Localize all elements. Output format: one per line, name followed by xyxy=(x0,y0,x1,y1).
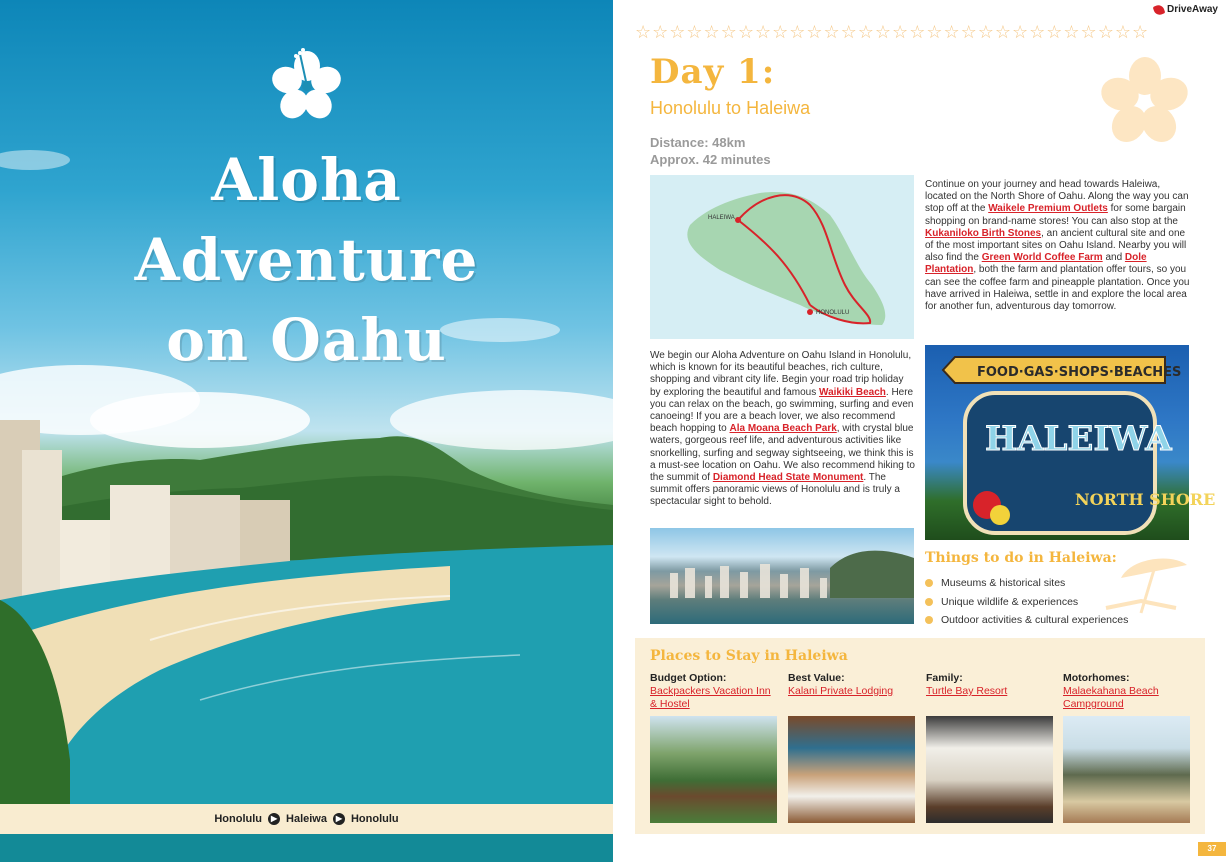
link-green-world-coffee[interactable]: Green World Coffee Farm xyxy=(981,252,1103,264)
brand-logo xyxy=(1154,4,1218,15)
paragraph-text: and xyxy=(1102,252,1125,264)
hibiscus-flower-icon xyxy=(270,48,344,122)
things-to-do-title: Things to do in Haleiwa: xyxy=(925,550,1117,566)
page-number: 37 xyxy=(1198,842,1226,856)
place-category: Family: xyxy=(926,672,963,684)
place-link[interactable]: Malaekahana Beach Campground xyxy=(1063,685,1159,710)
paragraph-text: . The summit offers panoramic views of Honolulu and is truly a spectacular sight to behold. xyxy=(650,472,900,508)
place-motorhomes xyxy=(1063,672,1191,711)
honolulu-paragraph xyxy=(650,350,916,509)
link-ala-moana[interactable]: Ala Moana Beach Park xyxy=(729,423,837,435)
place-budget xyxy=(650,672,778,711)
itinerary-page xyxy=(613,0,1226,862)
link-waikele-outlets[interactable]: Waikele Premium Outlets xyxy=(988,203,1108,215)
trip-stats xyxy=(650,134,771,168)
bullet-icon xyxy=(925,598,933,606)
place-link[interactable]: Turtle Bay Resort xyxy=(926,685,1008,697)
hostel-photo xyxy=(650,716,777,823)
cover-title xyxy=(0,140,613,380)
sign-north-shore-text: NORTH SHORE xyxy=(1075,490,1216,509)
paragraph-text: . Here you can relax on the beach, go swimming, surfing and even canoeing! If you are a beach lover, we also recommend beach hopping to xyxy=(650,386,914,435)
place-best-value xyxy=(788,672,916,698)
cover-title-line: Aloha xyxy=(211,146,402,214)
honolulu-skyline-photo xyxy=(650,528,914,624)
day-subtitle: Honolulu to Haleiwa xyxy=(650,98,811,118)
map-label-haleiwa: HALEIWA xyxy=(708,215,735,221)
sign-haleiwa-text: HALEIWA xyxy=(985,419,1172,459)
paragraph-text: , both the farm and plantation offer tours, so you can see the coffee farm and pineapple plantation. Once you have arrived in Haleiwa, settle in and explore the local area for another fun, adventurous day tomorrow. xyxy=(925,264,1190,313)
driveaway-logo-icon xyxy=(1153,3,1166,16)
bullet-icon xyxy=(925,579,933,587)
place-category: Motorhomes: xyxy=(1063,672,1130,684)
ocean-strip xyxy=(0,834,613,862)
brand-name: DriveAway xyxy=(1167,4,1218,15)
link-kukaniloko[interactable]: Kukaniloko Birth Stones xyxy=(925,227,1042,239)
paragraph-text: Continue on your journey and head towards Haleiwa, located on the North Shore of Oahu. Along the way you can stop off at the xyxy=(925,179,1189,215)
sign-directions-text: FOOD·GAS·SHOPS·BEACHES xyxy=(977,365,1182,380)
link-waikiki-beach[interactable]: Waikiki Beach xyxy=(819,386,886,398)
map-label-honolulu: HONOLULU xyxy=(816,310,850,316)
place-category: Best Value: xyxy=(788,672,845,684)
cover-title-line: on Oahu xyxy=(166,306,447,374)
route-breadcrumb xyxy=(0,804,613,834)
bullet-icon xyxy=(925,616,933,624)
haleiwa-sign-photo xyxy=(925,345,1216,540)
route-stop: Honolulu xyxy=(214,813,263,825)
list-item-text: Outdoor activities & cultural experiences xyxy=(941,614,1129,627)
cover-title-line: Adventure xyxy=(134,226,479,294)
star-border-decoration: ☆☆☆☆☆☆☆☆☆☆☆☆☆☆☆☆☆☆☆☆☆☆☆☆☆☆☆☆☆☆ xyxy=(635,22,1150,43)
list-item xyxy=(925,574,1128,593)
paragraph-text: We begin our Aloha Adventure on Oahu Island in Honolulu, which is known for its beautiful beaches, rich culture, shopping and vibrant city life. Begin your road trip holiday by exploring the beautiful and famous xyxy=(650,350,912,398)
places-to-stay-title: Places to Stay in Haleiwa xyxy=(650,648,848,664)
paragraph-text: for some bargain shopping on brand-name stores! You can also stop at the xyxy=(925,203,1186,227)
link-dole-plantation[interactable]: Dole Plantation xyxy=(925,252,1147,276)
duration-text: Approx. 42 minutes xyxy=(650,152,771,167)
list-item-text: Unique wildlife & experiences xyxy=(941,595,1079,608)
chevron-right-icon: ▶ xyxy=(268,813,280,825)
haleiwa-paragraph xyxy=(925,179,1191,313)
day-title: Day 1: xyxy=(650,52,776,92)
route-map xyxy=(650,175,914,339)
place-category: Budget Option: xyxy=(650,672,727,684)
resort-photo xyxy=(926,716,1053,823)
list-item xyxy=(925,593,1128,612)
distance-text: Distance: 48km xyxy=(650,135,746,150)
list-item-text: Museums & historical sites xyxy=(941,577,1066,590)
paragraph-text: , an ancient cultural site and one of the most important sites on Oahu Island. Nearby you will also find the xyxy=(925,227,1187,264)
route-stop: Honolulu xyxy=(350,813,399,825)
route-stop: Haleiwa xyxy=(286,813,327,825)
places-to-stay-panel xyxy=(635,638,1205,834)
paragraph-text: , with crystal blue waters, gorgeous reef life, and adventurous activities like snorkelling, surfing and segway sightseeing, we think this is a must-see location on Oahu. We also recommend hiking to the summit of xyxy=(650,423,915,484)
things-to-do-list xyxy=(925,574,1128,630)
lodging-photo xyxy=(788,716,915,823)
oahu-map-image xyxy=(650,175,914,339)
list-item xyxy=(925,611,1128,630)
chevron-right-icon: ▶ xyxy=(333,813,345,825)
link-diamond-head[interactable]: Diamond Head State Monument xyxy=(712,472,864,484)
campground-photo xyxy=(1063,716,1190,823)
place-family xyxy=(926,672,1054,698)
place-link[interactable]: Kalani Private Lodging xyxy=(788,685,894,697)
place-link[interactable]: Backpackers Vacation Inn & Hostel xyxy=(650,685,771,710)
hibiscus-decoration-icon xyxy=(1099,54,1191,146)
